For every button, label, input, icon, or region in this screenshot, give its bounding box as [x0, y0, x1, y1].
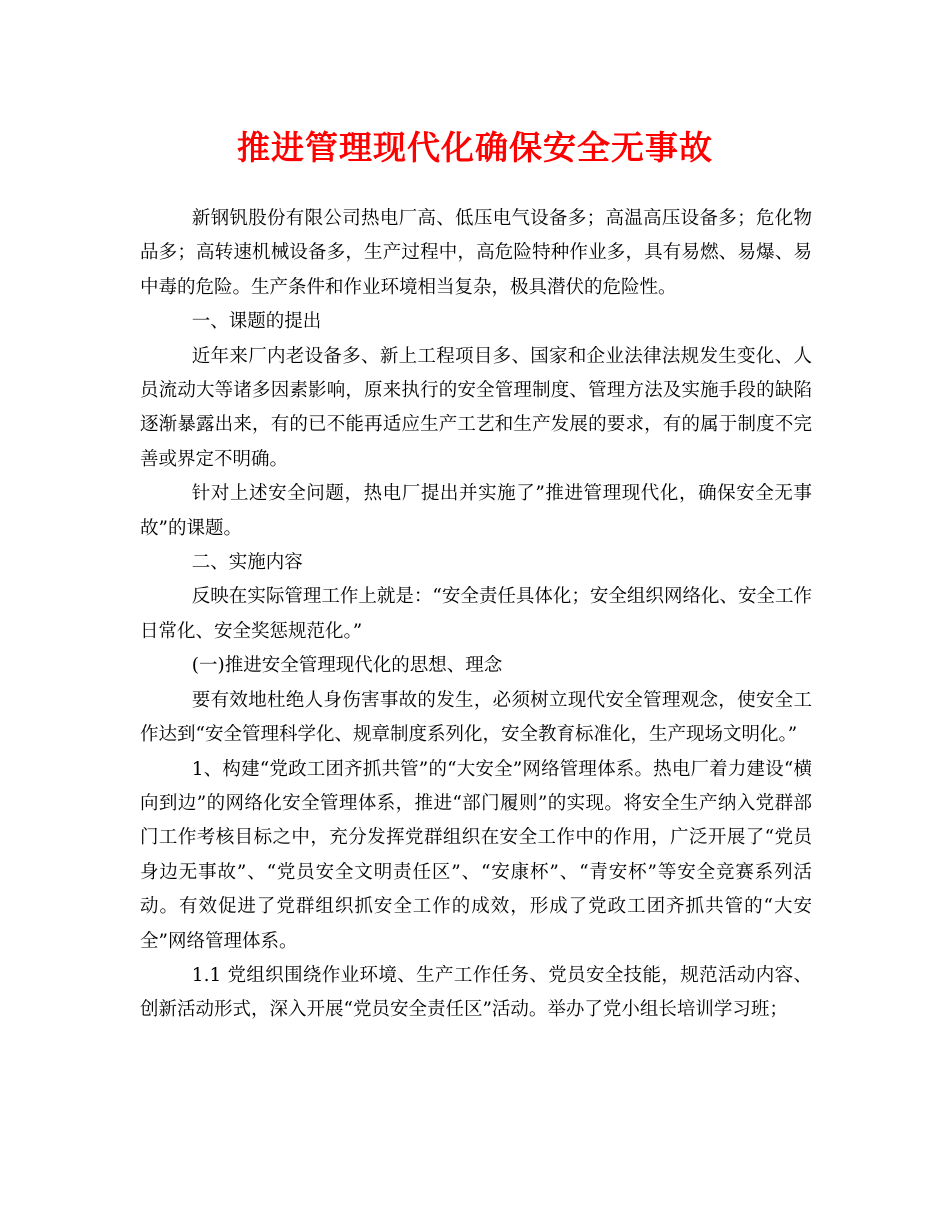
paragraph: 近年来厂内老设备多、新上工程项目多、国家和企业法律法规发生变化、人员流动大等诸多因素影响，原来执行的安全管理制度、管理方法及实施手段的缺陷逐渐暴露出来，有的已不能再适应生产工艺和生产发展的要求，有的属于制度不完善或界定不明确。: [140, 345, 812, 470]
document-title: 推进管理现代化确保安全无事故: [237, 128, 713, 167]
paragraph: 1.1 党组织围绕作业环境、生产工作任务、党员安全技能，规范活动内容、创新活动形式，深入开展“党员安全责任区”活动。举办了党小组长培训学习班；: [140, 964, 812, 1021]
paragraph-intro: 新钢钒股份有限公司热电厂高、低压电气设备多；高温高压设备多；危化物品多；高转速机械设备多，生产过程中，高危险特种作业多，具有易燃、易爆、易中毒的危险。生产条件和作业环境相当复杂，极具潜伏的危险性。: [140, 208, 812, 298]
section-heading-1: 一、课题的提出: [191, 311, 322, 333]
paragraph: 反映在实际管理工作上就是：“安全责任具体化；安全组织网络化、安全工作日常化、安全奖惩规范化。”: [140, 586, 812, 642]
paragraph: 1、构建“党政工团齐抓共管”的“大安全”网络管理体系。热电厂着力建设“横向到边”的网络化安全管理体系，推进“部门履则”的实现。将安全生产纳入党群部门工作考核目标之中，充分发挥党群组织在安全工作中的作用，广泛开展了“党员身边无事故”、“党员安全文明责任区”、“安康杯”、“青安杯”等安全竞赛系列活动。有效促进了党群组织抓安全工作的成效，形成了党政工团齐抓共管的“大安全”网络管理体系。: [140, 758, 812, 952]
paragraph: 针对上述安全问题，热电厂提出并实施了”推进管理现代化，确保安全无事故”的课题。: [140, 483, 812, 539]
subsection-heading: (一)推进安全管理现代化的思想、理念: [191, 655, 503, 677]
paragraph: 要有效地杜绝人身伤害事故的发生，必须树立现代安全管理观念，使安全工作达到“安全管理科学化、规章制度系列化，安全教育标准化，生产现场文明化。”: [140, 689, 812, 746]
document-body: [140, 202, 812, 1028]
section-heading-2: 二、实施内容: [191, 552, 303, 574]
